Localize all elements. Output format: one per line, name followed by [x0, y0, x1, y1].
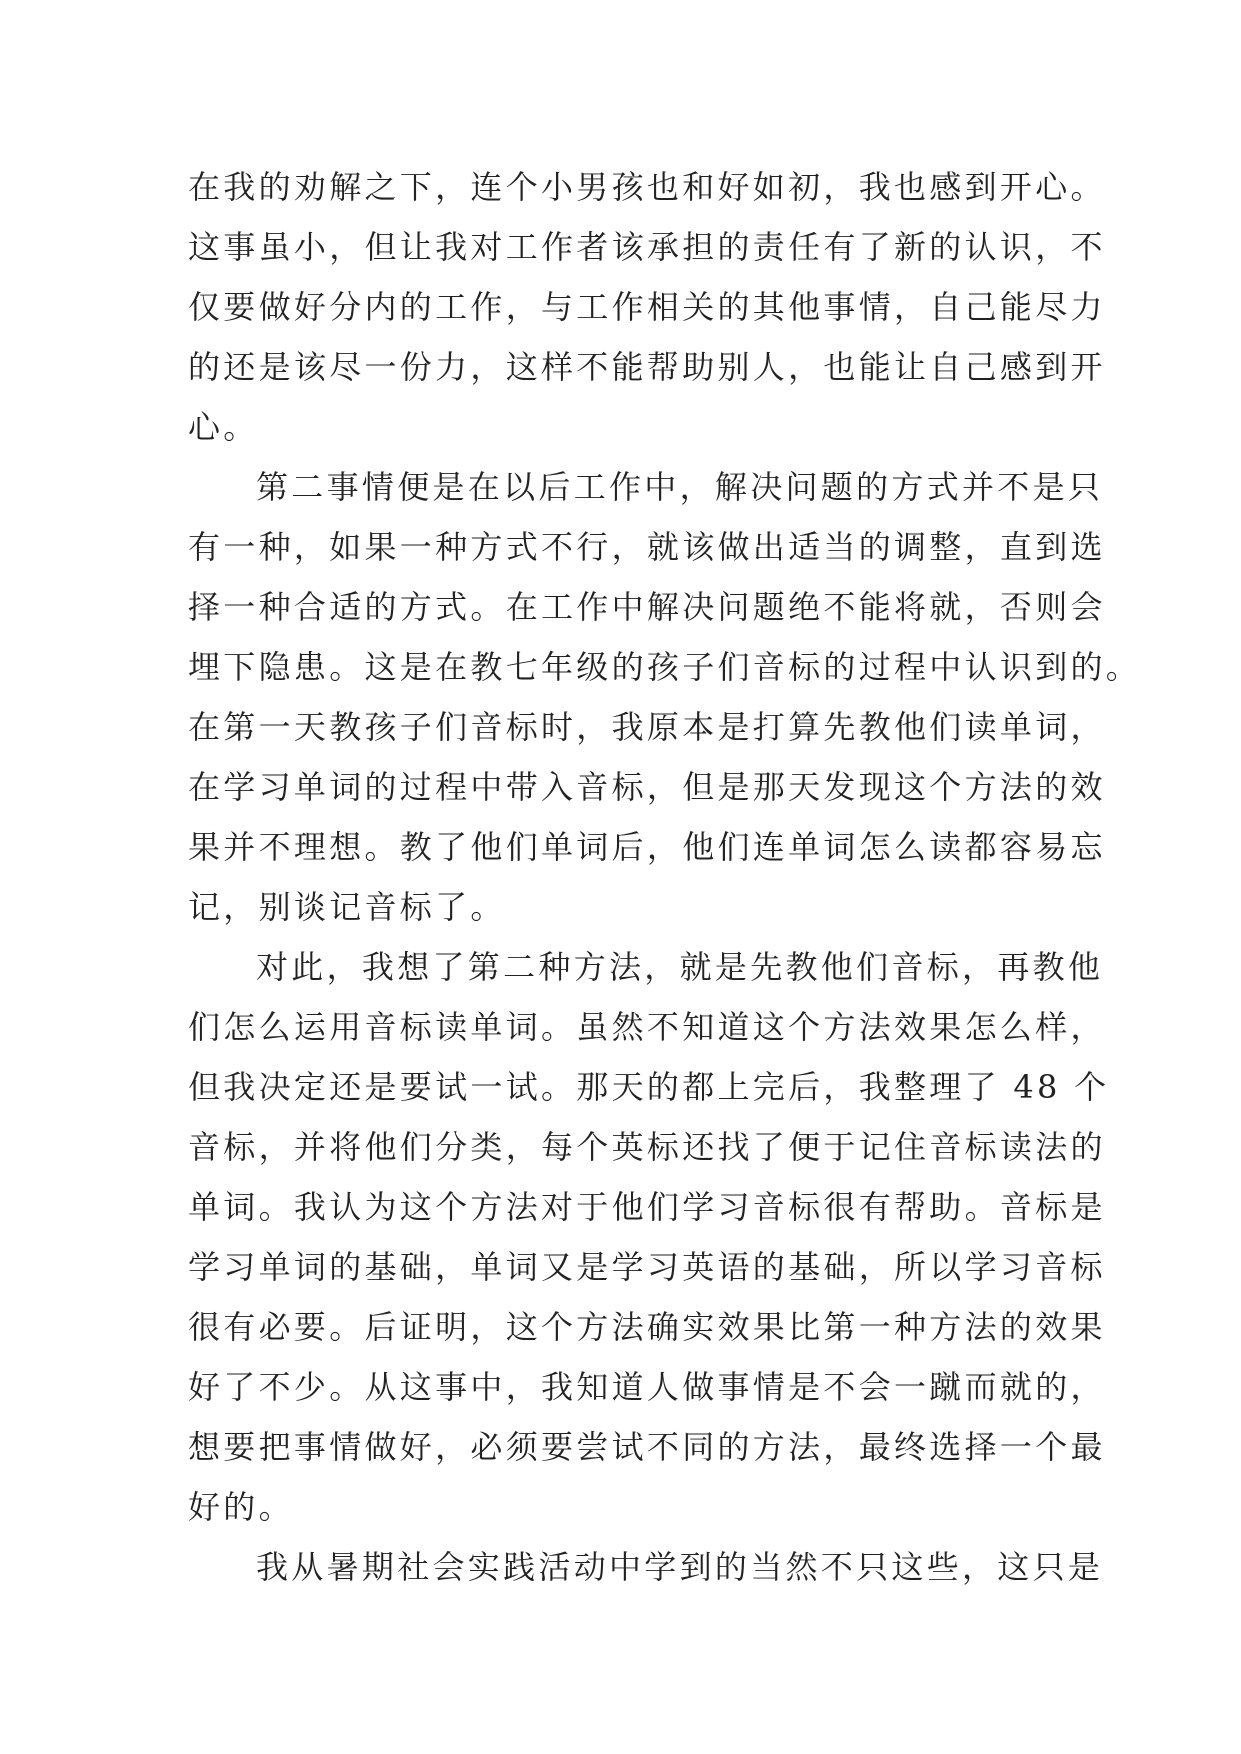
text-line: 好了不少。从这事中，我知道人做事情是不会一蹴而就的， — [188, 1368, 1106, 1406]
text-line: 在第一天教孩子们音标时，我原本是打算先教他们读单词， — [188, 708, 1106, 746]
text-line: 记，别谈记音标了。 — [188, 888, 506, 926]
text-line: 有一种，如果一种方式不行，就该做出适当的调整，直到选 — [188, 528, 1106, 566]
text-line: 埋下隐患。这是在教七年级的孩子们音标的过程中认识到的。 — [188, 648, 1142, 686]
paragraph-first-line: 我从暑期社会实践活动中学到的当然不只这些，这只是 — [256, 1548, 1104, 1586]
text-line: 仅要做好分内的工作，与工作相关的其他事情，自己能尽力 — [188, 288, 1106, 326]
text-line: 想要把事情做好，必须要尝试不同的方法，最终选择一个最 — [188, 1428, 1106, 1466]
paragraph-first-line: 对此，我想了第二种方法，就是先教他们音标，再教他 — [256, 948, 1104, 986]
text-line: 学习单词的基础，单词又是学习英语的基础，所以学习音标 — [188, 1248, 1106, 1286]
text-line: 但我决定还是要试一试。那天的都上完后，我整理了 48 个 — [188, 1068, 1110, 1106]
text-line: 果并不理想。教了他们单词后，他们连单词怎么读都容易忘 — [188, 828, 1106, 866]
text-line: 很有必要。后证明，这个方法确实效果比第一种方法的效果 — [188, 1308, 1106, 1346]
text-line: 在学习单词的过程中带入音标，但是那天发现这个方法的效 — [188, 768, 1106, 806]
paragraph-first-line: 第二事情便是在以后工作中，解决问题的方式并不是只 — [256, 468, 1104, 506]
text-line: 好的。 — [188, 1488, 294, 1526]
text-line: 们怎么运用音标读单词。虽然不知道这个方法效果怎么样， — [188, 1008, 1106, 1046]
text-line: 音标，并将他们分类，每个英标还找了便于记住音标读法的 — [188, 1128, 1106, 1166]
text-line: 单词。我认为这个方法对于他们学习音标很有帮助。音标是 — [188, 1188, 1106, 1226]
text-line: 心。 — [188, 408, 259, 446]
text-line: 在我的劝解之下，连个小男孩也和好如初，我也感到开心。 — [188, 168, 1106, 206]
text-line: 的还是该尽一份力，这样不能帮助别人，也能让自己感到开 — [188, 348, 1106, 386]
body-text — [188, 157, 1142, 1597]
text-line: 这事虽小，但让我对工作者该承担的责任有了新的认识，不 — [188, 228, 1106, 266]
text-line: 择一种合适的方式。在工作中解决问题绝不能将就，否则会 — [188, 588, 1106, 626]
